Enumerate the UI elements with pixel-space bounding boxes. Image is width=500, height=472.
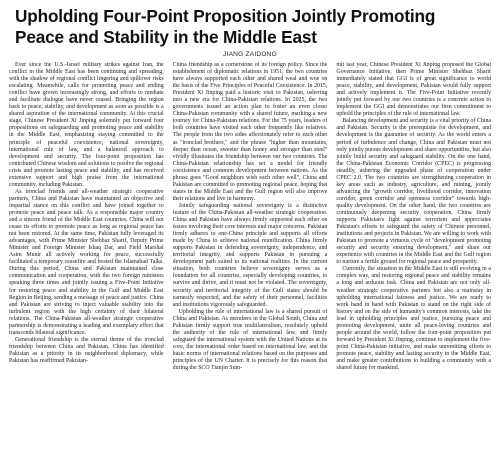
headline xyxy=(15,6,491,47)
paragraph: mit last year, Chinese President Xi Jinping proposed the Global Governance Initiative, then Prime Minister Shehbaz Sharif immediately stated that GGI is of great significance to world peace, stability, and development, Pakistan would fully support and actively implement it. The Five-Point Initiative recently jointly put forward by our two countries is a concrete action to implement the GGI and demonstrates our firm commitment to uphold the principles of the rule of international law. xyxy=(336,62,492,118)
column-1 xyxy=(9,62,164,472)
headline-line-1: Upholding Four-Point Proposition Jointly Promoting xyxy=(15,6,436,26)
paragraph: Ever since the U.S.-Israel military strikes against Iran, the conflict in the Middle East has been continuing and spreading, with the shadow of regional conflict lingering and spillover risks escalating. Meanwhile, calls for promoting peace and ending conflict have grown increasingly strong, and efforts to mediate and facilitate dialogue have never ceased. Bringing the region back to peace, stability, and development as soon as possible is a shared aspiration of the international community. At this crucial stage, Chinese President Xi Jinping solemnly put forward four propositions on safeguarding and promoting peace and stability in the Middle East, emphasizing staying committed to the principle of peaceful coexistence, national sovereignty, international rule of law, and a balanced approach to development and security. The four-point proposition has contributed Chinese wisdom and solutions to resolve the regional crisis and promote lasting peace and stability, and has received extensive support and high praise from the international community, including Pakistan. xyxy=(9,62,164,188)
headline-line-2: Peace and Stability in the Middle East xyxy=(15,26,317,47)
paragraph: Generational friendship is the eternal theme of the ironclad friendship between China and Pakistan. China has identified Pakistan as a priority in its neighborhood diplomacy, while Pakistan has reaffirmed Pakistan- xyxy=(9,336,164,364)
column-3 xyxy=(336,62,491,472)
column-2 xyxy=(173,62,328,472)
paragraph: China friendship as a cornerstone of its foreign policy. Since the establishment of diplomatic relations in 1951, the two countries have always supported each other and shared weal and woe on the basis of the Five Principles of Peaceful Coexistence. In 2015, President Xi Jinping paid a historic visit to Pakistan, ushering into a new era for China-Pakistan relations. In 2025, the two governments issued an action plan to foster an even closer China-Pakistan community with a shared future, marking a new journey for China-Pakistan relations. For the 75 years, leaders of both countries have visited each other frequently like relatives. The people from the two sides affectionately refer to each other as "ironclad brothers," and the phrase "higher than mountains, deeper than ocean, sweeter than honey and stronger than steel" vividly illustrates the friendship between our two countries. The China-Pakistan relationship has set a model for friendly coexistence and common development between nations. As the phrase goes "Good neighbors wish each other well", China and Pakistan are committed to promoting regional peace, hoping that states in the Middle East and the Gulf region will also improve their relations and live in harmony. xyxy=(172,62,328,202)
paragraph: As ironclad friends and all-weather strategic cooperative partners, China and Pakistan have maintained an objective and impartial stance on this conflict and have joined together to promote peace and peace talk. As a responsible major country and a sincere friend of the Middle East countries, China will not cease its efforts to promote peace as long as regional peace has not been restored. At the same time, Pakistan fully leveraged its advantages, with Prime Minister Shehbaz Sharif, Deputy Prime Minister and Foreign Minister Ishaq Dar, and Field Marshal Asim Munir all actively working for peace, successfully facilitated a temporary ceasefire and hosted the Islamabad Talks. During this period, China and Pakistan maintained close communication and cooperation, with the two foreign ministers speaking three times and jointly issuing a Five-Point Initiative for restoring peace and stability in the Gulf and Middle East Region in Beijing, sending a message of peace and justice. China and Pakistan are striving to inject valuable stability into the turbulent region with the high certainty of their bilateral relations. The China-Pakistan all-weather strategic cooperative partnership is demonstrating a leading and exemplary effect that transcends bilateral significance. xyxy=(9,188,164,336)
paragraph: Balancing development and security is a vital priority of China and Pakistan. Security is the prerequisite for development, and development is the guarantee of security. As the world enters a period of turbulence and change, China and Pakistan must not only jointly pursue development and share opportunities, but also jointly build security and safeguard stability. On the one hand, the China-Pakistan Economic Corridor (CPEC) is progressing steadily, ushering the upgraded phase of cooperation under CPEC 2.0. The two countries are strengthening cooperation in key areas such as industry, agriculture, and mining, jointly advancing the "growth corridor, livelihood corridor, innovation corridor, green corridor and openness corridor" towards high-quality development. On the other hand, the two countries are continuously deepening security cooperation. China firmly supports Pakistan's fight against terrorism and appreciates Pakistan's efforts to safeguard the safety of Chinese personnel, institutions and projects in Pakistan. We are willing to work with Pakistan to promote a virtuous cycle of "development promoting security and security ensuring development," and share our experience with countries in the Middle East and the Gulf region to nurture a fertile ground for regional peace and prosperity. xyxy=(336,118,492,266)
paragraph: Currently, the situation in the Middle East is still evolving in a complex way, and restoring regional peace and stability remains a long and arduous task. China and Pakistan are not only all-weather strategic cooperative partners but also a mainstay in upholding international fairness and justice. We are ready to work hand in hand with Pakistan to stand on the right side of history and on the side of humanity's common interests, take the lead in upholding principles and justice, pursuing peace and promoting development, unite all peace-loving countries and people around the world, follow the four-point proposition put forward by President Xi Jinping, continue to implement the five-point China-Pakistan initiative, and make unremitting efforts to promote peace, stability and lasting security in the Middle East, and make greater contributions to building a community with a shared future for mankind. xyxy=(336,266,492,372)
paragraph: Jointly safeguarding national sovereignty is a distinctive feature of the China-Pakistan all-weather strategic cooperation. China and Pakistan have always firmly supported each other on issues involving their core interests and major concerns. Pakistan firmly adheres to one-China principle and supports all efforts made by China to achieve national reunification. China firmly supports Pakistan in defending sovereignty, independence, and territorial integrity, and supports Pakistan in pursuing a development path suited to its national realities. In the current situation, both countries believe sovereignty serves as a foundation for all countries, especially developing countries, to survive and thrive, and it must not be violated. The sovereignty, security and territorial integrity of the Gulf states should be earnestly respected, and the safety of their personnel, facilities and institutions vigorously safeguarded. xyxy=(172,202,328,308)
article-body xyxy=(9,62,491,472)
byline: JIANG ZAIDONG xyxy=(223,51,277,58)
paragraph: Upholding the rule of international law is a shared pursuit of China and Pakistan. As members in the Global South, China and Pakistan firmly support true multilateralism, resolutely uphold the authority of the rule of international law, and firmly safeguard the international system with the United Nations at its core, the international order based on international law, and the basic norms of international relations based on the purposes and principles of the UN Charter. It is precisely for this reason that during the SCO Tianjin Sum- xyxy=(172,308,328,372)
